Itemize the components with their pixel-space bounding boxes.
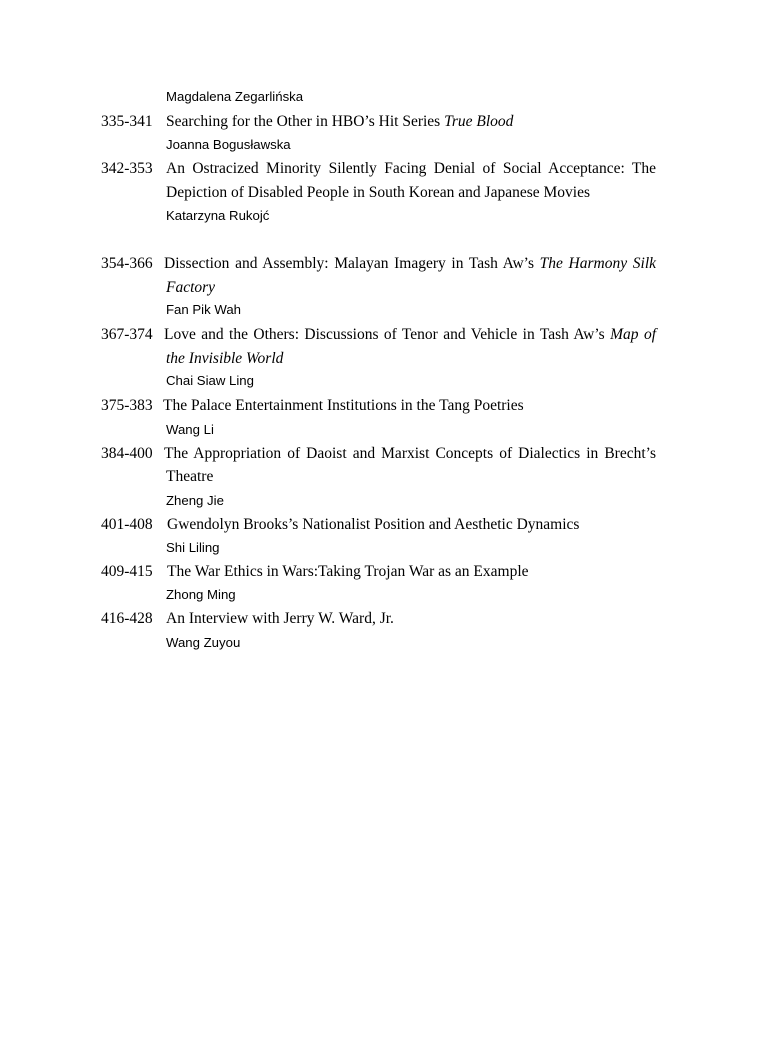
entry-title-italic: True Blood bbox=[444, 113, 514, 130]
entry-author: Wang Zuyou bbox=[166, 635, 241, 650]
entry-title-continued bbox=[166, 350, 283, 368]
entry-title-italic: Factory bbox=[166, 279, 216, 296]
entry-pages: 367-374 bbox=[101, 326, 153, 343]
entry-pages: 384-400 bbox=[101, 445, 153, 462]
entry-title bbox=[164, 255, 656, 273]
entry-pages: 354-366 bbox=[101, 255, 153, 272]
entry-title-text: The Appropriation of Daoist and Marxist Concepts of Dialectics in Brecht’s bbox=[164, 445, 656, 462]
entry-title bbox=[167, 516, 579, 534]
entry-author: Katarzyna Rukojć bbox=[166, 208, 270, 223]
entry-title bbox=[164, 326, 656, 344]
entry-title-text: Dissection and Assembly: Malayan Imagery in Tash Aw’s bbox=[164, 255, 540, 272]
entry-title-continued bbox=[166, 184, 590, 202]
entry-title-text: Love and the Others: Discussions of Tenor and Vehicle in Tash Aw’s bbox=[164, 326, 611, 343]
entry-title-italic: The Harmony Silk bbox=[539, 255, 657, 272]
entry-title bbox=[166, 160, 656, 178]
entry-author: Magdalena Zegarlińska bbox=[166, 89, 304, 104]
entry-pages: 409-415 bbox=[101, 563, 153, 580]
entry-title-text: Theatre bbox=[166, 468, 214, 485]
entry-author: Zheng Jie bbox=[166, 493, 224, 508]
entry-title-text: Gwendolyn Brooks’s Nationalist Position and Aesthetic Dynamics bbox=[167, 516, 580, 533]
entry-title-text: The Palace Entertainment Institutions in the Tang Poetries bbox=[163, 397, 524, 414]
entry-pages: 416-428 bbox=[101, 610, 153, 627]
entry-title-text: Depiction of Disabled People in South Korean and Japanese Movies bbox=[166, 184, 591, 201]
entry-author: Zhong Ming bbox=[166, 587, 236, 602]
entry-title-italic: the Invisible World bbox=[166, 350, 284, 367]
entry-title-text: The War Ethics in Wars:Taking Trojan War as an Example bbox=[167, 563, 529, 580]
entry-pages: 401-408 bbox=[101, 516, 153, 533]
entry-author: Chai Siaw Ling bbox=[166, 373, 254, 388]
entry-author: Shi Liling bbox=[166, 540, 220, 555]
entry-author: Joanna Bogusławska bbox=[166, 137, 291, 152]
entry-title-text: An Interview with Jerry W. Ward, Jr. bbox=[166, 610, 394, 627]
entry-title-text: An Ostracized Minority Silently Facing Denial of Social Acceptance: The bbox=[166, 160, 656, 177]
entry-title bbox=[164, 445, 656, 463]
entry-title bbox=[167, 563, 529, 581]
entry-pages: 375-383 bbox=[101, 397, 153, 414]
entry-title-italic: Map of bbox=[610, 326, 656, 343]
entry-pages: 342-353 bbox=[101, 160, 153, 177]
entry-author: Fan Pik Wah bbox=[166, 302, 241, 317]
entry-pages: 335-341 bbox=[101, 113, 153, 130]
entry-title bbox=[166, 610, 394, 628]
entry-title bbox=[166, 113, 513, 131]
entry-title-continued bbox=[166, 279, 215, 297]
entry-title-text: Searching for the Other in HBO’s Hit Series bbox=[166, 113, 445, 130]
entry-author: Wang Li bbox=[166, 422, 214, 437]
entry-title bbox=[163, 397, 524, 415]
entry-title-continued bbox=[166, 468, 213, 486]
